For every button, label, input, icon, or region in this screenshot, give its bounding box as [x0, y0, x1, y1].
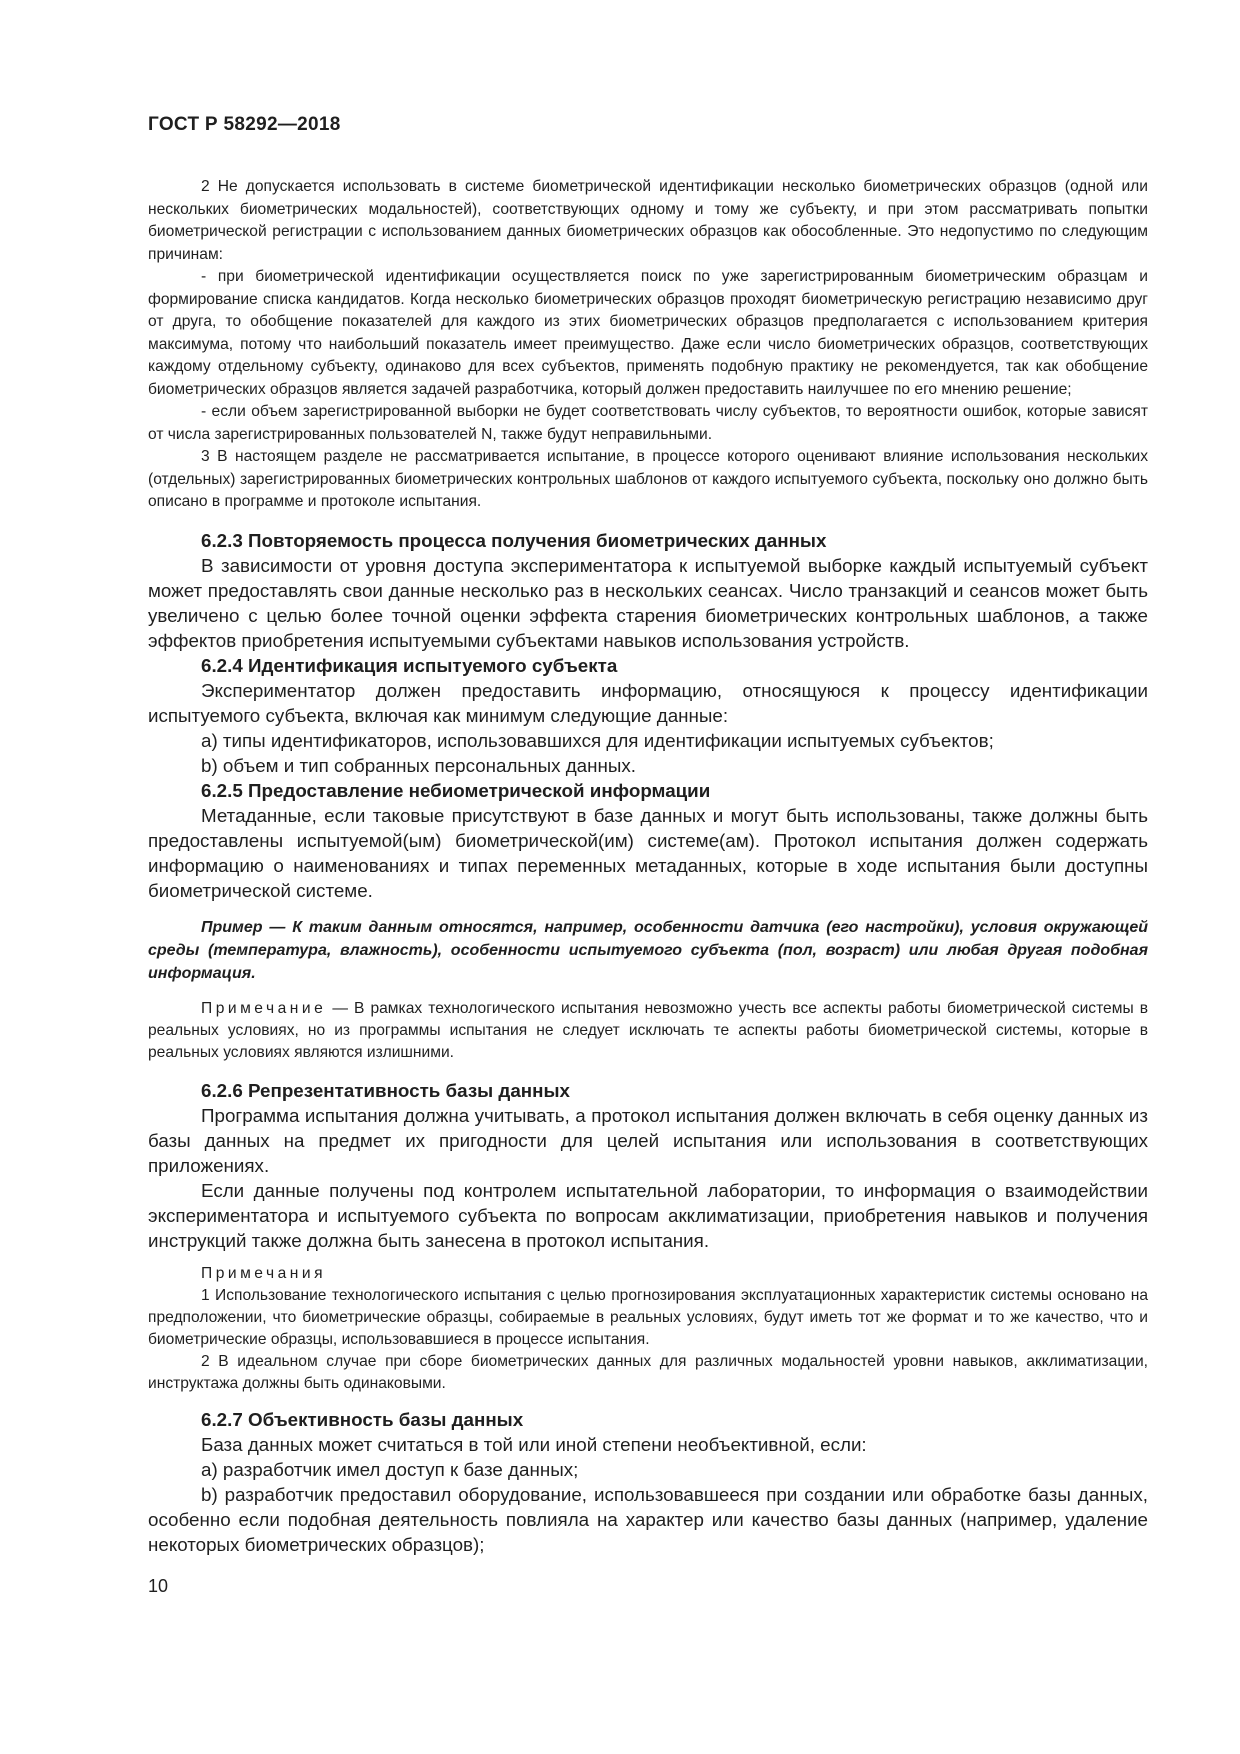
section-6-2-6 — [148, 1078, 1148, 1253]
note-2-reason-1: - при биометрической идентификации осуществляется поиск по уже зарегистрированным биометрическим образцам и формирование списка кандидатов. Когда несколько биометрических образцов проходят биометрическую регистрацию независимо друг от друга, то обобщение показателей для каждого из этих биометрических образцов предполагается с использованием критерия максимума, потому что наибольший показатель имеет преимущество. Даже если число биометрических образцов, соответствующих каждому отдельному субъекту, одинаково для всех субъектов, применять подобную практику не рекомендуется, так как обобщение биометрических образцов является задачей разработчика, который должен предоставить наилучшее по его мнению решение; — [148, 268, 1148, 398]
example-text: Пример — К таким данным относятся, например, особенности датчика (его настройки), условия окружающей среды (температура, влажность), особенности испытуемого субъекта (пол, возраст) или любая другая подобная информация. — [148, 918, 1148, 982]
note-2-reason-2: - если объем зарегистрированной выборки не будет соответствовать числу субъектов, то вероятности ошибок, которые зависят от числа зарегистрированных пользователей N, также будут неправильными. — [148, 403, 1148, 443]
page-number: 10 — [148, 1576, 169, 1596]
notes-label: Примечания — [201, 1264, 327, 1282]
notes-top — [148, 176, 1148, 514]
section-heading: 6.2.3 Повторяемость процесса получения биометрических данных — [201, 529, 827, 551]
section-heading: 6.2.5 Предоставление небиометрической информации — [201, 779, 711, 801]
list-item: b) объем и тип собранных персональных данных. — [201, 754, 636, 776]
note-2: 2 Не допускается использовать в системе биометрической идентификации несколько биометрических образцов (одной или нескольких биометрических модальностей), соответствующих одному и тому же субъекту, и при этом рассматривать попытки биометрической регистрации с использованием данных биометрических образцов как обособленные. Это недопустимо по следующим причинам: — [148, 178, 1148, 263]
section-heading: 6.2.7 Объективность базы данных — [201, 1408, 524, 1430]
section-6-2-7 — [148, 1407, 1148, 1557]
note-label: Примечание — [201, 999, 327, 1017]
paragraph: База данных может считаться в той или иной степени необъективной, если: — [201, 1433, 867, 1455]
list-item: a) типы идентификаторов, использовавшихся для идентификации испытуемых субъектов; — [201, 729, 994, 751]
note-1: 1 Использование технологического испытания с целью прогнозирования эксплуатационных характеристик системы основано на предположении, что биометрические образцы, собираемые в реальных условиях, будут иметь тот же формат и то же качество, что и биометрические образцы, использовавшиеся в процессе испытания. — [148, 1286, 1148, 1348]
paragraph: Метаданные, если таковые присутствуют в базе данных и могут быть использованы, также должны быть предоставлены испытуемой(ым) биометрической(им) системе(ам). Протокол испытания должен содержать информацию о наименованиях и типах переменных метаданных, которые в ходе испытания были доступны биометрической системе. — [148, 804, 1148, 901]
paragraph: В зависимости от уровня доступа экспериментатора к испытуемой выборке каждый испытуемый субъект может предоставлять свои данные несколько раз в нескольких сеансах. Число транзакций и сеансов может быть увеличено с целью более точной оценки эффекта старения биометрических контрольных шаблонов, а также эффектов приобретения испытуемыми субъектами навыков использования устройств. — [148, 554, 1148, 651]
paragraph: Экспериментатор должен предоставить информацию, относящуюся к процессу идентификации испытуемого субъекта, включая как минимум следующие данные: — [148, 679, 1148, 726]
notes-block — [148, 1263, 1148, 1395]
list-item: a) разработчик имел доступ к базе данных; — [201, 1458, 579, 1480]
paragraph: Программа испытания должна учитывать, а протокол испытания должен включать в себя оценку данных из базы данных на предмет их пригодности для целей испытания или использования в соответствующих приложениях. — [148, 1104, 1148, 1176]
section-heading: 6.2.4 Идентификация испытуемого субъекта — [201, 654, 618, 676]
section-6-2-4 — [148, 653, 1148, 778]
section-6-2-5 — [148, 778, 1148, 903]
section-heading: 6.2.6 Репрезентативность базы данных — [201, 1079, 570, 1101]
page-content — [148, 176, 1148, 1557]
list-item: b) разработчик предоставил оборудование, использовавшееся при создании или обработке базы данных, особенно если подобная деятельность повлияла на характер или качество базы данных (например, удаление некоторых биометрических образцов); — [148, 1483, 1148, 1555]
note-block — [148, 998, 1148, 1064]
section-6-2-3 — [148, 528, 1148, 653]
note-paragraph — [148, 998, 1148, 1064]
note-2: 2 В идеальном случае при сборе биометрических данных для различных модальностей уровни навыков, акклиматизации, инструктажа должны быть одинаковыми. — [148, 1352, 1148, 1392]
note-3: 3 В настоящем разделе не рассматривается испытание, в процессе которого оценивают влияние использования нескольких (отдельных) зарегистрированных биометрических контрольных шаблонов от каждого испытуемого субъекта, поскольку оно должно быть описано в программе и протоколе испытания. — [148, 448, 1148, 510]
document-header: ГОСТ Р 58292—2018 — [148, 114, 341, 135]
note-text: — В рамках технологического испытания невозможно учесть все аспекты работы биометрической системы в реальных условиях, но из программы испытания не следует исключать те аспекты работы биометрической системы, которые в реальных условиях являются излишними. — [148, 999, 1148, 1061]
paragraph: Если данные получены под контролем испытательной лаборатории, то информация о взаимодействии экспериментатора и испытуемого субъекта по вопросам акклиматизации, приобретения навыков и получения инструкций также должна быть занесена в протокол испытания. — [148, 1179, 1148, 1251]
